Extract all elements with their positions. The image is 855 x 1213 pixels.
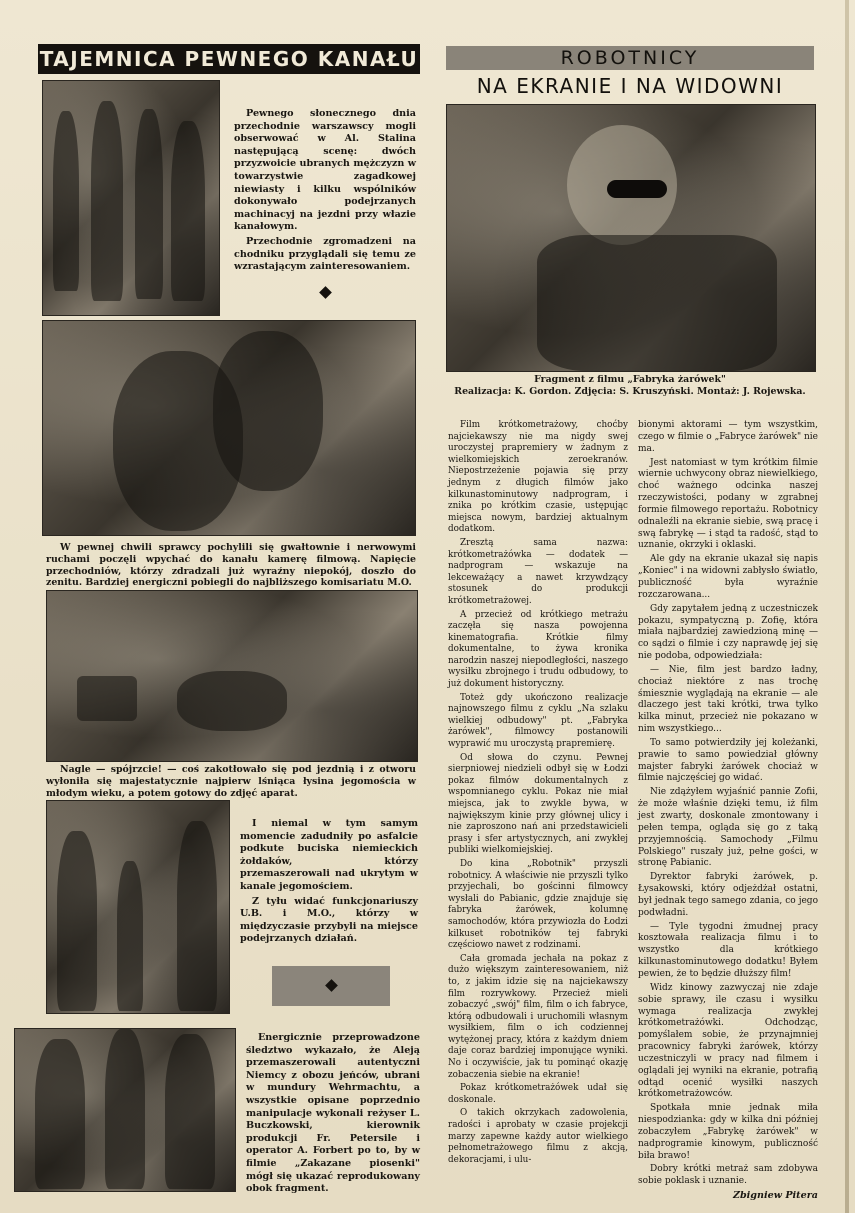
- left-soldiers-text: I niemal w tym samym momencie zadudniły po asfalcie podkute buciska niemieckich żołdaków, którzy przemaszerowali nad ukrytym w kanale jegomościem. Z tyłu widać funkcjonariuszy U.B. i M.O., którzy w międzyczasie przybyli na miejsce podejrzanych działań.: [240, 818, 418, 945]
- caption-bald-head: Nagle — spójrzcie! — coś zakotłowało się pod jezdnią i z otworu wyłoniła się majestatycznie najpierw lśniąca łysina jegomościa w młodym wieku, a potem gotowy do zdjęć aparat.: [46, 764, 416, 799]
- left-investigation-text: Energicznie przeprowadzone śledztwo wykazało, że Aleją przemaszerowali autentyczni Niemcy z obozu jeńców, ubrani w mundury Wehrmachtu, a wszystkie opisane poprzednio manipulacje wykonali reżyser L. Buczkowski, kierownik produkcji Fr. Petersile i operator A. Forbert po to, by w filmie „Zakazane piosenki" mógł się ukazać reprodukowany obok fragment.: [246, 1032, 420, 1195]
- author-signature: Zbigniew Pitera: [732, 1190, 818, 1202]
- right-article-col1: Film krótkometrażowy, choćby najciekawszy nie ma nigdy swej uroczystej prapremiery w żadnym z wielkomiejskich zeroekranów. Niepostrzeżenie pojawia się przy jednym z długich filmów jako kilkunastominutowy nadprogram, i znika po krótkim czasie, ustępując miejsca nowym, bardziej aktualnym dodatkom. Zresztą sama nazwa: krótkometrażówka — dodatek — nadprogram — wskazuje na lekceważący a nawet krzywdzący stosunek do produkcji krótkometrażowej. A przecież od krótkiego metrażu zaczęła się nasza powojenna kinematografia. Krótkie filmy dokumentalne, to żywa kronika narodzin naszej niepodległości, naszego wysiłku zbrojnego i trudu odbudowy, to już dokument historyczny. Toteż gdy ukończono realizacje najnowszego filmu z cyklu „Na szlaku wielkiej odbudowy" pt. „Fabryka żarówek", filmowcy postanowili wyprawić mu uroczystą prapremierę. Od słowa do czynu. Pewnej sierpniowej niedzieli odbył się w Łodzi pokaz filmów dokumentalnych z wspomnianego cyklu. Pokaz nie miał miejsca, jak to zwykle bywa, w największym kinie przy głównej ulicy i nie zaproszono nań ani przedstawicieli prasy i sfer artystycznych, ani zwykłej publiki wielkomiejskiej. Do kina „Robotnik" przyszli robotnicy. A właściwie nie przyszli tylko przyjechali, bo gościnni filmowcy wysłali do Pabianic, gdzie znajduje się fabryka żarówek, kolumnę samochodów, która przywiozła do Łodzi kilkuset robotników tej fabryki częściowo nawet z rodzinami. Cała gromada jechała na pokaz z dużo większym zainteresowaniem, niż to, z jakim idzie się na najciekawszy film rozrywkowy. Przecież mieli zobaczyć „swój" film, film o ich fabryce, którą odbudowali i uruchomili własnym wysiłkiem, film o ich codziennej wytężonej pracy, która z każdym dniem daje coraz bardziej imponujące wyniki. No i oczywiście, jak tu pominąć okazję zobaczenia siebie na ekranie! Pokaz krótkometrażówek udał się doskonale. O takich okrzykach zadowolenia, radości i aprobaty w czasie projekcji marzy zapewne każdy autor wielkiego pełnometrażowego filmu z akcją, dekoracjami, i ulu-: [448, 420, 628, 1165]
- caption-camera-into-sewer: W pewnej chwili sprawcy pochylili się gwałtownie i nerwowymi ruchami poczęli wpychać do kanału kamerę filmową. Napięcie przechodniów, którzy zdradzali już wyraźny niepokój, doszło do zenitu. Bardziej energiczni pobiegli do najbliższego komisariatu M.O.: [46, 542, 416, 589]
- right-article-title-line2: NA EKRANIE I NA WIDOWNI: [476, 74, 784, 98]
- photo-men-at-manhole: [42, 320, 416, 536]
- page-edge: [845, 0, 849, 1213]
- photo-caption: Fragment z filmu „Fabryka żarówek" Realizacja: K. Gordon. Zdjęcia: S. Kruszyński. Montaż: J. Rojewska.: [454, 374, 806, 397]
- left-article-title: TAJEMNICA PEWNEGO KANAŁU: [38, 44, 420, 74]
- photo-soldiers-marching: [46, 800, 230, 1014]
- photo-wehrmacht-uniforms: [14, 1028, 236, 1192]
- photo-camera-from-manhole: [46, 590, 418, 762]
- diamond-ornament: [319, 286, 332, 299]
- right-article-title-line1: ROBOTNICY: [446, 46, 814, 70]
- right-article-col2: bionymi aktorami — tym wszystkim, czego w filmie o „Fabryce żarówek" nie ma. Jest natomiast w tym krótkim filmie wiernie uchwycony obraz niewielkiego, choć ważnego odcinka naszej rzeczywistości, podany w zgrabnej formie filmowego reportażu. Robotnicy odnaleźli na ekranie siebie, swą pracę i swą fabrykę — i stąd ta radość, stąd to uznanie, okrzyki i oklaski. Ale gdy na ekranie ukazał się napis „Koniec" i na widowni zabłysło światło, publiczność była wyraźnie rozczarowana... Gdy zapytałem jedną z uczestniczek pokazu, sympatyczną p. Zofię, która miała najbardziej zawiedzioną minę — co sądzi o filmie i czy naprawdę jej się nie podoba, odpowiedziała: — Nie, film jest bardzo ładny, chociaż niektóre z nas trochę śmiesznie wyglądają na ekranie — ale dlaczego jest taki krótki, trwa tylko kilka minut, przecież nie pokazano w nim wszystkiego... To samo potwierdziły jej koleżanki, prawie to samo powiedział główny majster fabryki żarówek chociaż w filmie najczęściej go widać. Nie zdążyłem wyjaśnić pannie Zofii, że może właśnie dzięki temu, iż film jest zwarty, doskonale zmontowany i pełen tempa, ogląda się go z taką przyjemnością. Samochody „Filmu Polskiego" ruszały już, pełne gości, w stronę Pabianic. Dyrektor fabryki żarówek, p. Łysakowski, który odjeżdżał ostatni, był jednak tego samego zdania, co jego podwładni. — Tyle tygodni żmudnej pracy kosztowała realizacja filmu i to wszystko dla krótkiego kilkunastominutowego dodatku! Byłem pewien, że to będzie dłuższy film! Widz kinowy zazwyczaj nie zdaje sobie sprawy, ile czasu i wysiłku wymaga realizacja zwykłej krótkometrażówki. Odchodząc, pomyślałem sobie, że przynajmniej pracownicy fabryki żarówek, którzy uczestniczyli w pracy nad filmem i oglądali jej wyniki na ekranie, potrafią odtąd ocenić wysiłki naszych krótkometrażowców. Spotkała mnie jednak miła niespodzianka: gdy w kilka dni później zobaczyłem „Fabrykę żarówek" w nadprogramie kinowym, publiczność biła brawo! Dobry krótki metraż sam zdobywa sobie poklask i uznanie. Zbigniew Pitera: [638, 420, 818, 1202]
- photo-street-crowd: [42, 80, 220, 316]
- photo-worker-goggles: [446, 104, 816, 372]
- left-intro-text: Pewnego słonecznego dnia przechodnie warszawscy mogli obserwować w Al. Stalina następującą scenę: dwóch przyzwoicie ubranych mężczyzn w towarzystwie zagadkowej niewiasty i kilku wspólników dokonywało podejrzanych machinacyj na jezdni przy włazie kanałowym. Przechodnie zgromadzeni na chodniku przyglądali się temu ze wzrastającym zainteresowaniem.: [234, 108, 416, 273]
